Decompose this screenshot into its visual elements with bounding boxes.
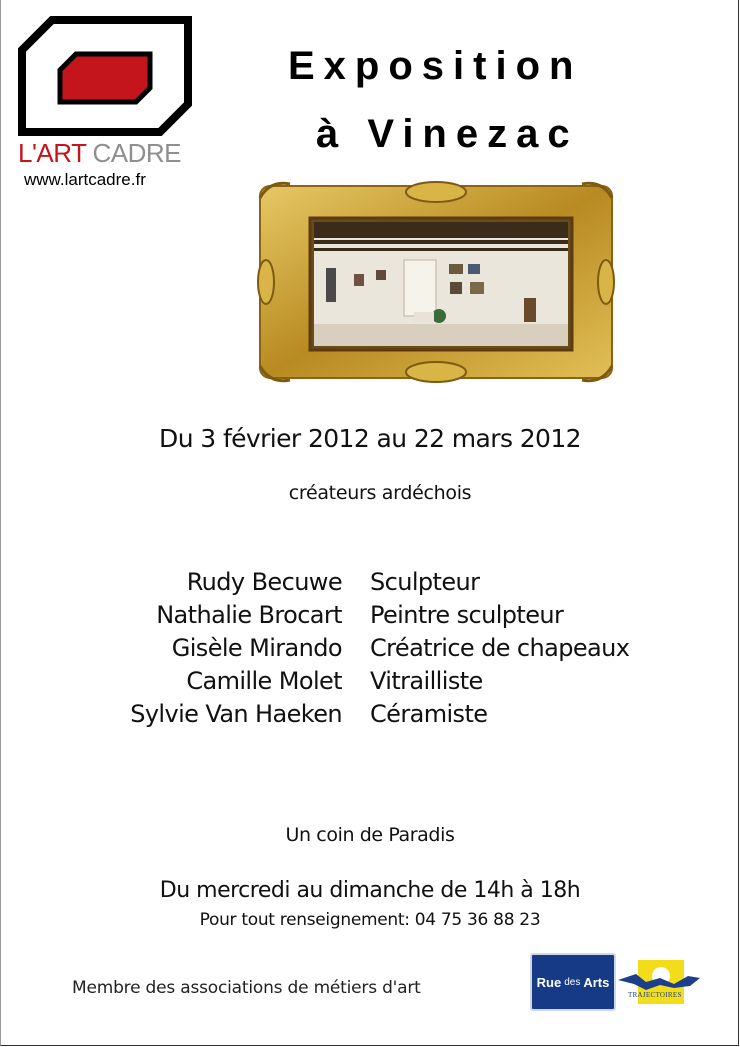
website-link[interactable]: www.lartcadre.fr <box>24 170 146 189</box>
membership-note: Membre des associations de métiers d'art <box>72 978 421 998</box>
artist-row <box>0 667 740 700</box>
artist-name: Camille Molet <box>186 667 342 695</box>
artist-role: Vitrailliste <box>370 667 483 695</box>
logo-word-cadre: CADRE <box>92 138 181 168</box>
artist-role: Céramiste <box>370 700 488 728</box>
rue-des-arts-logo <box>530 953 616 1011</box>
artist-role: Créatrice de chapeaux <box>370 634 630 662</box>
artist-row <box>0 634 740 667</box>
artist-role: Peintre sculpteur <box>370 601 564 629</box>
logo-word-art: L'ART <box>18 138 87 168</box>
artist-row <box>0 700 740 733</box>
title-line-1: Exposition <box>288 44 583 88</box>
artist-row <box>0 601 740 634</box>
arts-word: Arts <box>583 974 610 990</box>
trajectoires-logo-icon <box>616 958 702 1010</box>
artist-row <box>0 568 740 601</box>
artist-name: Gisèle Mirando <box>171 634 342 662</box>
artist-list <box>0 568 740 733</box>
logo-wordmark <box>18 138 181 169</box>
artist-name: Nathalie Brocart <box>156 601 342 629</box>
des-word: des <box>564 976 581 988</box>
opening-hours: Du mercredi au dimanche de 14h à 18h <box>159 878 581 903</box>
artist-role: Sculpteur <box>370 568 480 596</box>
artist-name: Rudy Becuwe <box>186 568 342 596</box>
trajectoires-label: TRAJECTOIRES <box>628 991 682 999</box>
rue-word: Rue <box>536 974 562 990</box>
exhibition-dates: Du 3 février 2012 au 22 mars 2012 <box>159 424 581 453</box>
lartcadre-logo-icon <box>18 16 194 136</box>
place-name: Un coin de Paradis <box>285 824 455 846</box>
artist-name: Sylvie Van Haeken <box>130 700 342 728</box>
gallery-frame-photo-icon <box>254 178 618 386</box>
contact-phone: Pour tout renseignement: 04 75 36 88 23 <box>199 910 541 930</box>
title-line-2: à Vinezac <box>316 112 579 156</box>
subtitle-creators: créateurs ardéchois <box>288 482 472 504</box>
